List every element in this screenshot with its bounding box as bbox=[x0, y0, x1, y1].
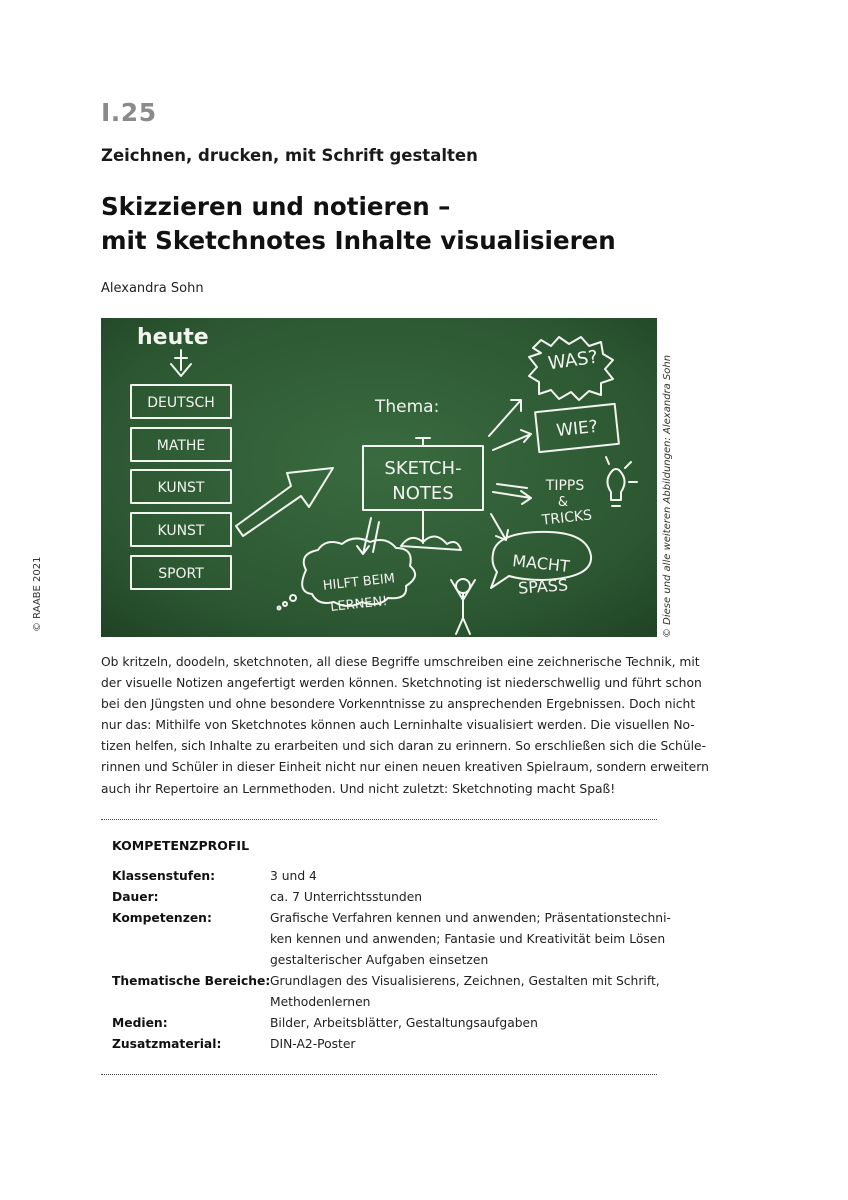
chalk-tipps: TIPPS bbox=[545, 478, 585, 494]
profile-value bbox=[270, 1034, 670, 1055]
chalk-sign-line-2: NOTES bbox=[392, 483, 454, 504]
chalk-subject: DEUTSCH bbox=[147, 395, 215, 411]
chalk-thema: Thema: bbox=[375, 397, 440, 417]
profile-label: Medien: bbox=[112, 1016, 168, 1030]
chalk-tricks: TRICKS bbox=[541, 507, 593, 529]
chalk-wie: WIE? bbox=[555, 416, 599, 442]
intro-line: bei den Jüngsten und ohne besondere Vorkenntnisse zu ansprechenden Ergebnissen. Doch nicht bbox=[101, 697, 696, 712]
intro-line: der visuelle Notizen angefertigt werden können. Sketchnoting ist niederschwellig und führt schon bbox=[101, 676, 702, 691]
chalk-spass: SPASS bbox=[517, 575, 569, 598]
author-name: Alexandra Sohn bbox=[101, 281, 204, 296]
profile-value-line: DIN-A2-Poster bbox=[270, 1037, 356, 1051]
image-credit: © Diese und alle weiteren Abbildungen: Alexandra Sohn bbox=[662, 354, 673, 638]
chalkboard-illustration bbox=[101, 318, 657, 637]
chalk-subject: KUNST bbox=[157, 523, 205, 539]
profile-value-line: gestalterischer Aufgaben einsetzen bbox=[270, 953, 489, 967]
profile-label: Zusatzmaterial: bbox=[112, 1037, 222, 1051]
profile-value-line: ca. 7 Unterrichtsstunden bbox=[270, 890, 423, 904]
copyright-note: © RAABE 2021 bbox=[32, 556, 43, 632]
profile-value-line: Grundlagen des Visualisierens, Zeichnen, Gestalten mit Schrift, bbox=[270, 974, 660, 988]
profile-label: Dauer: bbox=[112, 890, 159, 904]
kompetenzprofil-heading: KOMPETENZPROFIL bbox=[112, 838, 250, 853]
chalk-subject: SPORT bbox=[158, 566, 204, 582]
series-title: Zeichnen, drucken, mit Schrift gestalten bbox=[101, 146, 478, 165]
chalk-was: WAS? bbox=[546, 346, 600, 375]
profile-value-line: Bilder, Arbeitsblätter, Gestaltungsaufgaben bbox=[270, 1016, 538, 1030]
chalk-sign-line-1: SKETCH- bbox=[384, 458, 462, 479]
divider-bottom bbox=[101, 1074, 657, 1075]
chalk-subject: MATHE bbox=[156, 438, 206, 454]
intro-line: nur das: Mithilfe von Sketchnotes können auch Lerninhalte visualisiert werden. Die visuellen No- bbox=[101, 718, 695, 733]
page-title bbox=[101, 190, 616, 258]
intro-line: Ob kritzeln, doodeln, sketchnoten, all diese Begriffe umschreiben eine zeichnerische Technik, mit bbox=[101, 655, 700, 669]
profile-value bbox=[270, 1013, 670, 1034]
title-line-2: mit Sketchnotes Inhalte visualisieren bbox=[101, 226, 616, 255]
chalk-hilft-line-2: LERNEN! bbox=[329, 594, 389, 615]
profile-value-line: 3 und 4 bbox=[270, 869, 317, 883]
intro-line: rinnen und Schüler in dieser Einheit nicht nur einen neuen kreativen Spielraum, sondern erweitern bbox=[101, 760, 709, 775]
profile-value-line: ken kennen und anwenden; Fantasie und Kreativität beim Lösen bbox=[270, 932, 666, 946]
profile-value bbox=[270, 908, 670, 971]
title-line-1: Skizzieren und notieren – bbox=[101, 192, 451, 221]
chalk-macht: MACHT bbox=[511, 551, 571, 576]
intro-paragraph bbox=[101, 652, 709, 800]
intro-line: auch ihr Repertoire an Lernmethoden. Und nicht zuletzt: Sketchnoting macht Spaß! bbox=[101, 781, 616, 796]
chalk-heading: heute bbox=[137, 325, 209, 350]
profile-label: Klassenstufen: bbox=[112, 869, 216, 883]
profile-value bbox=[270, 887, 670, 908]
profile-value-line: Grafische Verfahren kennen und anwenden; Präsentationstechni- bbox=[270, 911, 671, 925]
chalk-amp: & bbox=[557, 495, 569, 510]
chalk-subject: KUNST bbox=[157, 480, 205, 496]
unit-number: I.25 bbox=[101, 98, 157, 127]
intro-line: tizen helfen, sich Inhalte zu erarbeiten und sich daran zu erinnern. So erschließen sich die Schüle- bbox=[101, 739, 707, 754]
profile-value bbox=[270, 866, 670, 887]
divider-top bbox=[101, 819, 657, 820]
profile-label: Thematische Bereiche: bbox=[112, 974, 271, 988]
profile-value-line: Methodenlernen bbox=[270, 995, 371, 1009]
chalk-hilft-line-1: HILFT BEIM bbox=[322, 571, 396, 594]
profile-value bbox=[270, 971, 670, 1013]
profile-label: Kompetenzen: bbox=[112, 911, 212, 925]
